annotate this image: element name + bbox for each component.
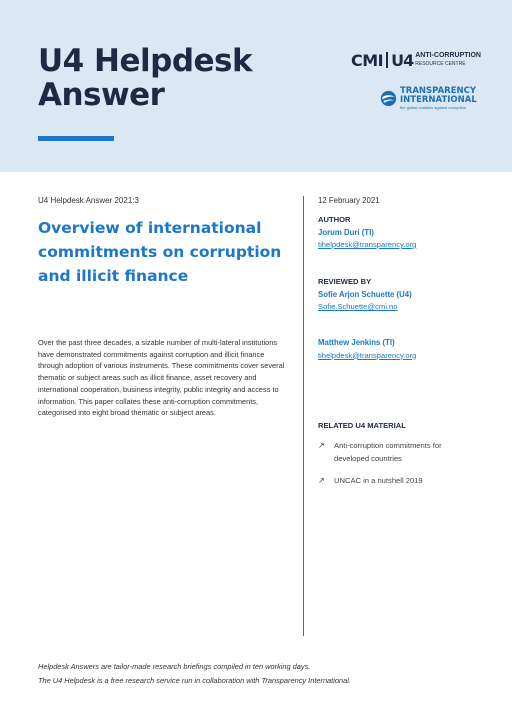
author-name: Jorum Duri (TI) [318,227,374,237]
external-link-arrow-icon: ↗ [318,476,325,485]
related-item[interactable] [318,475,488,488]
reviewer-1-name: Sofie Arjon Schuette (U4) [318,289,412,299]
author-email-link[interactable]: tihelpdesk@transparency.org [318,240,417,249]
series-number: U4 Helpdesk Answer 2021:3 [38,196,139,205]
footer-note [38,660,478,687]
u4-logo-words [415,52,481,68]
related-item-link[interactable]: Anti-corruption commitments for developed countries [334,441,442,463]
footer-line-2: The U4 Helpdesk is a free research service run in collaboration with Transparency International. [38,675,351,685]
document-title: Overview of international commitments on corruption and illicit finance [38,219,282,285]
reviewer-1-email-link[interactable]: Sofie.Schuette@cmi.no [318,302,398,311]
reviewer-2-email-link[interactable]: tihelpdesk@transparency.org [318,350,417,360]
ti-logo-line-1: TRANSPARENCY [400,86,477,96]
publication-title-line-2: Answer [38,77,165,113]
ti-logo-tagline: the global coalition against corruption [400,105,467,110]
reviewer-2-name: Matthew Jenkins (TI) [318,338,395,347]
u4-logo-mark: U4 [391,50,414,70]
ti-logo-line-2: INTERNATIONAL [400,95,477,105]
cover-header [0,0,512,172]
title-underline [38,136,114,141]
footer-line-1: Helpdesk Answers are tailor-made research briefings compiled in ten working days. [38,662,311,671]
related-material-heading: RELATED U4 MATERIAL [318,421,406,430]
ti-logo-words [400,87,477,110]
cmi-u4-logo[interactable] [351,50,481,70]
reviewed-by-heading: REVIEWED BY [318,277,372,286]
cmi-logo-text: CMI [351,50,384,70]
reviewer-2-block [318,337,498,362]
u4-logo-sub: RESOURCE CENTRE [415,61,466,67]
author-block [318,214,498,252]
reviewer-block [318,276,498,314]
column-divider [303,196,304,636]
publication-title [38,44,252,112]
publication-date: 12 February 2021 [318,196,380,205]
transparency-international-logo[interactable] [380,87,477,110]
related-item-link[interactable]: UNCAC in a nutshell 2019 [334,476,423,485]
abstract: Over the past three decades, a sizable number of multi-lateral institutions have demonstrated commitments against corruption and illicit finance through adoption of various instruments. These commitments cover several thematic or subject areas such as illicit finance, asset recovery and international cooperation, business integrity, public integrity and access to information. This paper collates these anti-corruption commitments, categorised into eight broad thematic or subject areas. [38,338,285,418]
author-heading: AUTHOR [318,215,351,224]
external-link-arrow-icon: ↗ [318,441,325,450]
publication-title-line-1: U4 Helpdesk [38,43,253,79]
globe-icon [380,90,397,107]
logo-separator [386,52,388,68]
related-item[interactable] [318,440,488,465]
u4-logo-name: ANTI-CORRUPTION [415,52,481,59]
related-material [318,421,488,498]
